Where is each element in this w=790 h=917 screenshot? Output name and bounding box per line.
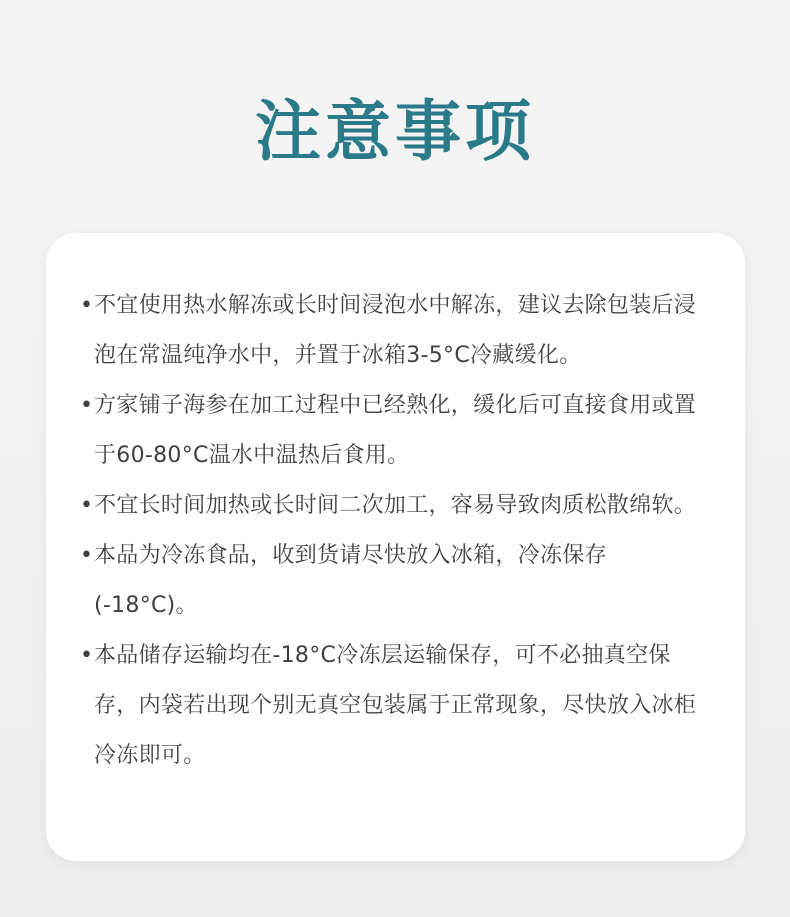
list-item bbox=[80, 481, 709, 531]
bullet-icon: • bbox=[80, 493, 94, 518]
notice-text: 方家铺子海参在加工过程中已经熟化，缓化后可直接食用或置于60-80°C温水中温热后食用。 bbox=[94, 393, 697, 468]
notice-list bbox=[80, 281, 709, 781]
notice-text: 本品储存运输均在-18°C冷冻层运输保存，可不必抽真空保存，内袋若出现个别无真空包装属于正常现象，尽快放入冰柜冷冻即可。 bbox=[94, 643, 697, 768]
notice-text: 不宜使用热水解冻或长时间浸泡水中解冻，建议去除包装后浸泡在常温纯净水中，并置于冰箱3-5°C冷藏缓化。 bbox=[94, 293, 697, 368]
list-item bbox=[80, 531, 709, 631]
page-title: 注意事项 bbox=[255, 93, 535, 170]
bullet-icon: • bbox=[80, 393, 94, 418]
bullet-icon: • bbox=[80, 643, 94, 668]
notice-text: 本品为冷冻食品，收到货请尽快放入冰箱，冷冻保存(-18°C)。 bbox=[94, 543, 607, 618]
bullet-icon: • bbox=[80, 543, 94, 568]
notice-text: 不宜长时间加热或长时间二次加工，容易导致肉质松散绵软。 bbox=[94, 493, 697, 518]
notice-card bbox=[46, 233, 745, 861]
list-item bbox=[80, 631, 709, 781]
bullet-icon: • bbox=[80, 293, 94, 318]
list-item bbox=[80, 381, 709, 481]
list-item bbox=[80, 281, 709, 381]
